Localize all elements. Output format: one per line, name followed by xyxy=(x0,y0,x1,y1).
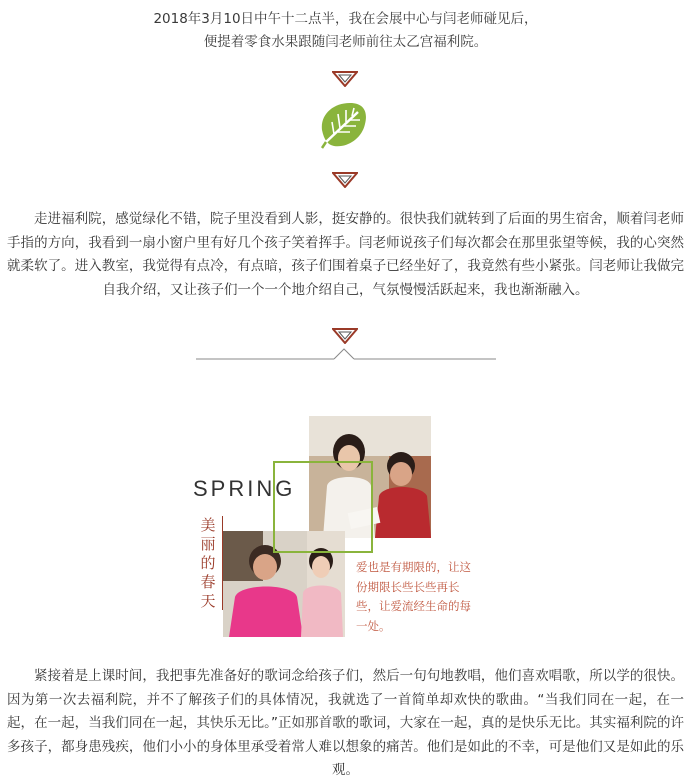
intro-line-2: 便提着零食水果跟随闫老师前往太乙宫福利院。 xyxy=(203,34,488,50)
triangle-ornament-icon xyxy=(332,172,358,188)
spring-heading: SPRING xyxy=(193,476,296,501)
intro-text xyxy=(0,8,691,54)
triangle-ornament-icon xyxy=(332,328,358,344)
frame-accent xyxy=(273,461,373,553)
paragraph-2: 紧接着是上课时间，我把事先准备好的歌词念给孩子们，然后一句句地教唱，他们喜欢唱歌，所以学的很快。因为第一次去福利院，并不了解孩子们的具体情况，我就选了一首简单却欢快的歌曲。“当我们同在一起，在一起，在一起，当我们同在一起，其快乐无比。”正如那首歌的歌词，大家在一起，真的是快乐无比。其实福利院的许多孩子，都身患残疾，他们小小的身体里承受着常人难以想象的痛苦。他们是如此的不幸，可是他们又是如此的乐观。 xyxy=(7,668,684,778)
love-quote: 爱也是有期限的，让这份期限长些长些再长些，让爱流经生命的每一处。 xyxy=(356,560,471,633)
vertical-rule xyxy=(222,516,223,610)
vertical-title: 美丽的春天 xyxy=(200,516,216,610)
section-divider xyxy=(196,347,496,361)
intro-line-1: 2018年3月10日中午十二点半，我在会展中心与闫老师碰见后， xyxy=(153,11,538,27)
paragraph-1: 走进福利院，感觉绿化不错，院子里没看到人影，挺安静的。很快我们就转到了后面的男生宿舍，顺着闫老师手指的方向，我看到一扇小窗户里有好几个孩子笑着挥手。闫老师说孩子们每次都会在那里张望等候，我的心突然就柔软了。进入教室，我觉得有点冷，有点暗，孩子们围着桌子已经坐好了，我竟然有些小紧张。闫老师让我做完自我介绍，又让孩子们一个一个地介绍自己，气氛慢慢活跃起来，我也渐渐融入。 xyxy=(7,211,684,298)
triangle-ornament-icon xyxy=(332,71,358,87)
leaf-icon xyxy=(318,100,370,152)
